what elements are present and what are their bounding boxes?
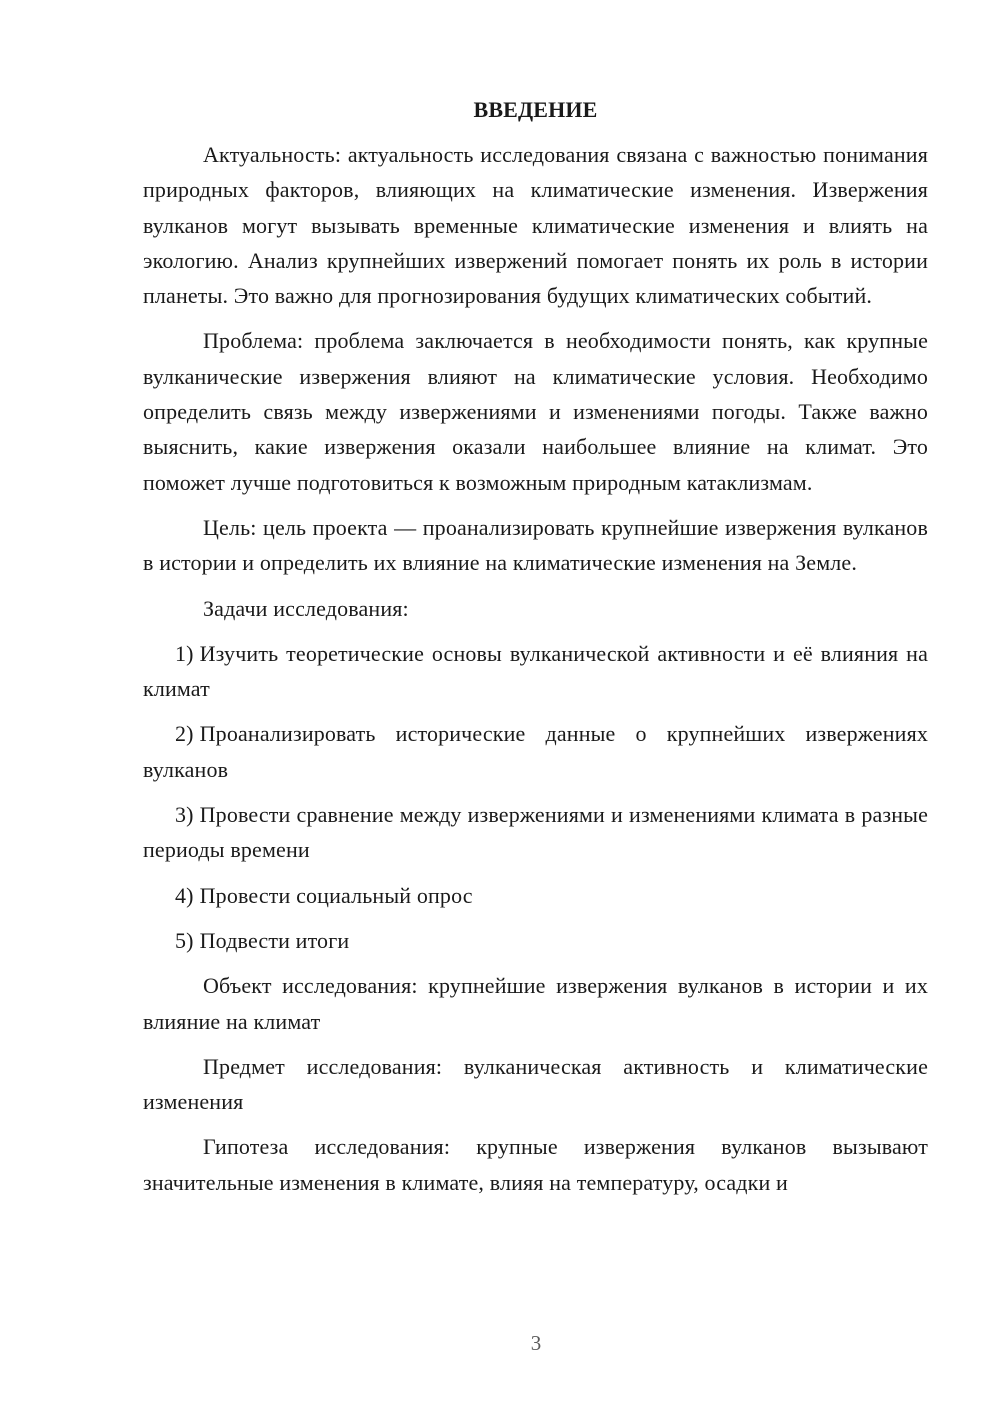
hypothesis-paragraph: Гипотеза исследования: крупные извержения вулканов вызывают значительные изменения в климате, влияя на температуру, осадки и xyxy=(143,1134,928,1195)
task-item xyxy=(143,636,928,707)
task-text: Изучить теоретические основы вулканической активности и её влияния на климат xyxy=(143,640,928,702)
task-item xyxy=(143,878,928,913)
page-body xyxy=(143,92,928,1210)
section-title: ВВЕДЕНИЕ xyxy=(473,97,598,122)
task-number: 4) xyxy=(175,882,194,908)
task-text: Проанализировать исторические данные о крупнейших извержениях вулканов xyxy=(143,721,928,782)
page-number: 3 xyxy=(530,1331,542,1355)
subject-paragraph: Предмет исследования: вулканическая активность и климатические изменения xyxy=(143,1053,928,1115)
goal-paragraph: Цель: цель проекта — проанализировать крупнейшие извержения вулканов в истории и определить их влияние на климатические изменения на Земле. xyxy=(143,514,928,576)
task-item xyxy=(143,716,928,787)
task-item xyxy=(143,923,928,958)
task-item xyxy=(143,797,928,868)
task-text: Подвести итоги xyxy=(199,927,350,953)
object-paragraph: Объект исследования: крупнейшие извержения вулканов в истории и их влияние на климат xyxy=(143,973,928,1034)
task-number: 2) xyxy=(175,721,194,747)
problem-paragraph: Проблема: проблема заключается в необходимости понять, как крупные вулканические извержения влияют на климатические условия. Необходимо определить связь между извержениями и изменениями погоды. Также важно выяснить, какие извержения оказали наибольшее влияние на климат. Это поможет лучше подготовиться к возможным природным катаклизмам. xyxy=(143,328,928,495)
task-number: 1) xyxy=(175,640,194,666)
task-number: 5) xyxy=(175,927,194,953)
task-text: Провести сравнение между извержениями и изменениями климата в разные периоды времени xyxy=(143,802,928,863)
tasks-heading: Задачи исследования: xyxy=(203,595,409,621)
task-number: 3) xyxy=(175,802,194,828)
relevance-paragraph: Актуальность: актуальность исследования связана с важностью понимания природных факторов, влияющих на климатические изменения. Извержения вулканов могут вызывать временные климатические изменения и влиять на экологию. Анализ крупнейших извержений помогает понять их роль в истории планеты. Это важно для прогнозирования будущих климатических событий. xyxy=(143,142,928,309)
task-text: Провести социальный опрос xyxy=(199,882,473,908)
